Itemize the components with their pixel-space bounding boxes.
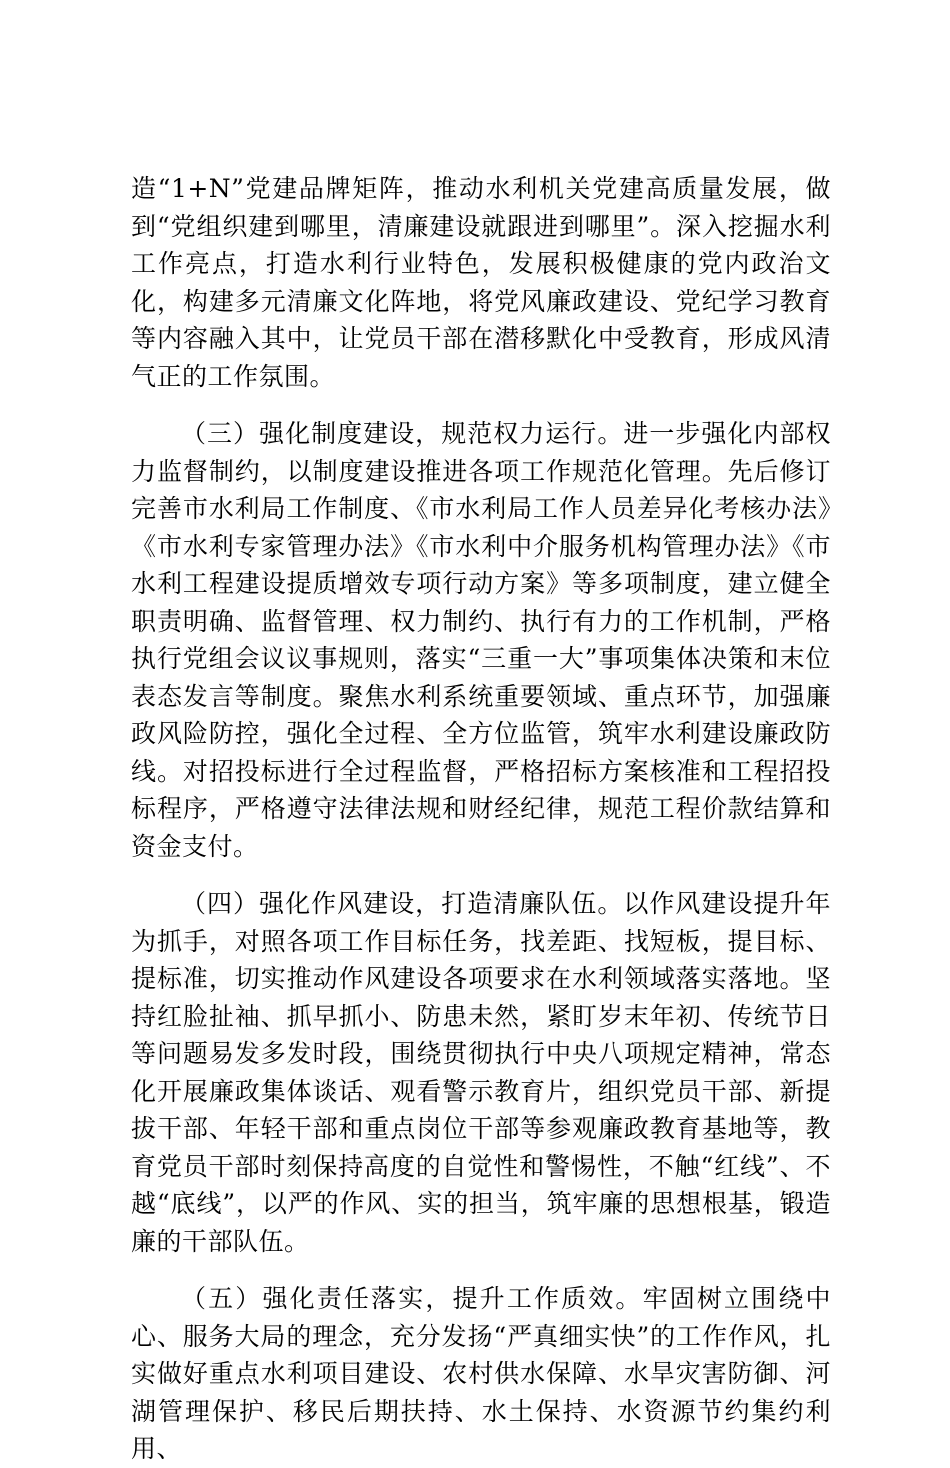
paragraph-section-3: （三）强化制度建设，规范权力运行。进一步强化内部权力监督制约，以制度建设推进各项工作规范化管理。先后修订完善市水利局工作制度、《市水利局工作人员差异化考核办法》《市水利专家管理办法》《市水利中介服务机构管理办法》《市水利工程建设提质增效专项行动方案》等多项制度，建立健全职责明确、监督管理、权力制约、执行有力的工作机制，严格执行党组会议议事规则，落实“三重一大”事项集体决策和末位表态发言等制度。聚焦水利系统重要领域、重点环节，加强廉政风险防控，强化全过程、全方位监管，筑牢水利建设廉政防线。对招投标进行全过程监督，严格招标方案核准和工程招投标程序，严格遵守法律法规和财经纪律，规范工程价款结算和资金支付。 xyxy=(131,419,831,861)
paragraph-continuation: 造“1+N”党建品牌矩阵，推动水利机关党建高质量发展，做到“党组织建到哪里，清廉建设就跟进到哪里”。深入挖掘水利工作亮点，打造水利行业特色，发展积极健康的党内政治文化，构建多元清廉文化阵地，将党风廉政建设、党纪学习教育等内容融入其中，让党员干部在潜移默化中受教育，形成风清气正的工作氛围。 xyxy=(131,174,831,391)
document-body xyxy=(131,170,831,1468)
paragraph-section-4: （四）强化作风建设，打造清廉队伍。以作风建设提升年为抓手，对照各项工作目标任务，找差距、找短板，提目标、提标准，切实推动作风建设各项要求在水利领域落实落地。坚持红脸扯袖、抓早抓小、防患未然，紧盯岁末年初、传统节日等问题易发多发时段，围绕贯彻执行中央八项规定精神，常态化开展廉政集体谈话、观看警示教育片，组织党员干部、新提拔干部、年轻干部和重点岗位干部等参观廉政教育基地等，教育党员干部时刻保持高度的自觉性和警惕性，不触“红线”、不越“底线”，以严的作风、实的担当，筑牢廉的思想根基，锻造廉的干部队伍。 xyxy=(131,889,831,1256)
paragraph-section-5: （五）强化责任落实，提升工作质效。牢固树立围绕中心、服务大局的理念，充分发扬“严真细实快”的工作作风，扎实做好重点水利项目建设、农村供水保障、水旱灾害防御、河湖管理保护、移民后期扶持、水土保持、水资源节约集约利用、 xyxy=(131,1284,831,1463)
